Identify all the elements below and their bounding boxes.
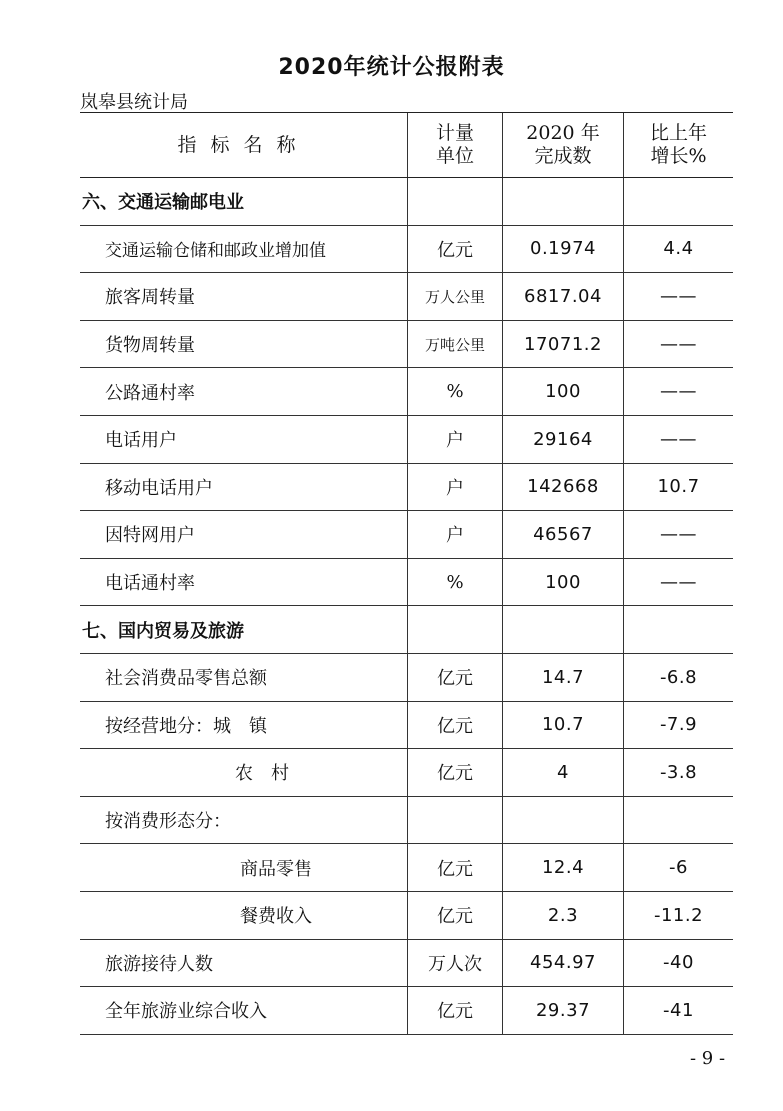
row-unit: 亿元 bbox=[408, 749, 503, 797]
table-row bbox=[80, 796, 733, 844]
row-unit: 万吨公里 bbox=[408, 320, 503, 368]
row-name: 全年旅游业综合收入 bbox=[80, 987, 408, 1035]
row-growth: —— bbox=[624, 415, 734, 463]
table-row bbox=[80, 701, 733, 749]
row-growth: -3.8 bbox=[624, 749, 734, 797]
row-value: 454.97 bbox=[503, 939, 624, 987]
header-unit bbox=[408, 113, 503, 178]
row-unit: 户 bbox=[408, 415, 503, 463]
table-row bbox=[80, 749, 733, 797]
row-name: 旅游接待人数 bbox=[80, 939, 408, 987]
header-value-line2: 完成数 bbox=[534, 145, 592, 167]
table-row bbox=[80, 653, 733, 701]
header-unit-line1: 计量 bbox=[435, 122, 474, 145]
row-growth bbox=[624, 796, 734, 844]
row-value: 142668 bbox=[503, 463, 624, 511]
table-row bbox=[80, 368, 733, 416]
table-row bbox=[80, 320, 733, 368]
row-growth: 10.7 bbox=[624, 463, 734, 511]
header-value-line1: 2020 年 bbox=[526, 122, 600, 145]
row-name: 旅客周转量 bbox=[80, 273, 408, 321]
table-row bbox=[80, 844, 733, 892]
row-growth: -7.9 bbox=[624, 701, 734, 749]
header-growth-line1: 比上年 bbox=[649, 122, 707, 145]
header-growth bbox=[624, 113, 734, 178]
table-row-section-transport bbox=[80, 178, 733, 226]
row-value: 0.1974 bbox=[503, 225, 624, 273]
table-row-section-trade-tourism bbox=[80, 606, 733, 654]
row-name: 商品零售 bbox=[80, 844, 408, 892]
row-growth: —— bbox=[624, 558, 734, 606]
row-unit: 户 bbox=[408, 511, 503, 559]
row-unit: % bbox=[408, 368, 503, 416]
row-growth: —— bbox=[624, 511, 734, 559]
row-unit: 亿元 bbox=[408, 844, 503, 892]
row-name: 餐费收入 bbox=[80, 891, 408, 939]
header-value bbox=[503, 113, 624, 178]
row-name: 农村 bbox=[80, 749, 408, 797]
row-name: 电话通村率 bbox=[80, 558, 408, 606]
row-value: 100 bbox=[503, 368, 624, 416]
row-unit: 亿元 bbox=[408, 701, 503, 749]
page-title: 2020年统计公报附表 bbox=[278, 55, 505, 80]
row-value: 29164 bbox=[503, 415, 624, 463]
row-value: 6817.04 bbox=[503, 273, 624, 321]
row-unit: % bbox=[408, 558, 503, 606]
row-value bbox=[503, 606, 624, 654]
table-row bbox=[80, 987, 733, 1035]
row-unit: 亿元 bbox=[408, 987, 503, 1035]
table-row bbox=[80, 939, 733, 987]
table-row bbox=[80, 463, 733, 511]
row-value: 29.37 bbox=[503, 987, 624, 1035]
row-growth: —— bbox=[624, 273, 734, 321]
row-value bbox=[503, 178, 624, 226]
row-name: 社会消费品零售总额 bbox=[80, 653, 408, 701]
row-growth: -41 bbox=[624, 987, 734, 1035]
page-number: - 9 - bbox=[690, 1048, 726, 1069]
row-name: 货物周转量 bbox=[80, 320, 408, 368]
row-name: 电话用户 bbox=[80, 415, 408, 463]
row-growth bbox=[624, 606, 734, 654]
row-value: 2.3 bbox=[503, 891, 624, 939]
row-name: 六、交通运输邮电业 bbox=[80, 178, 408, 226]
row-unit: 户 bbox=[408, 463, 503, 511]
table-row bbox=[80, 891, 733, 939]
header-indicator-name: 指标名称 bbox=[80, 113, 408, 178]
row-name: 移动电话用户 bbox=[80, 463, 408, 511]
row-unit bbox=[408, 796, 503, 844]
row-value bbox=[503, 796, 624, 844]
row-growth bbox=[624, 178, 734, 226]
row-unit: 亿元 bbox=[408, 891, 503, 939]
row-name: 公路通村率 bbox=[80, 368, 408, 416]
row-value: 10.7 bbox=[503, 701, 624, 749]
row-unit: 亿元 bbox=[408, 225, 503, 273]
header-growth-line2: 增长% bbox=[650, 145, 707, 167]
row-unit: 亿元 bbox=[408, 653, 503, 701]
row-name: 按经营地分：城 镇 bbox=[80, 701, 408, 749]
row-name: 七、国内贸易及旅游 bbox=[80, 606, 408, 654]
row-growth: -6.8 bbox=[624, 653, 734, 701]
row-value: 14.7 bbox=[503, 653, 624, 701]
row-name: 因特网用户 bbox=[80, 511, 408, 559]
table-row bbox=[80, 511, 733, 559]
row-unit bbox=[408, 606, 503, 654]
statistics-table bbox=[80, 112, 733, 1035]
row-name: 按消费形态分： bbox=[80, 796, 408, 844]
row-growth: -11.2 bbox=[624, 891, 734, 939]
row-unit: 万人次 bbox=[408, 939, 503, 987]
row-unit: 万人公里 bbox=[408, 273, 503, 321]
row-value: 100 bbox=[503, 558, 624, 606]
row-growth: —— bbox=[624, 320, 734, 368]
row-value: 4 bbox=[503, 749, 624, 797]
header-unit-line2: 单位 bbox=[435, 145, 474, 167]
table-row bbox=[80, 415, 733, 463]
table-row bbox=[80, 273, 733, 321]
row-growth: —— bbox=[624, 368, 734, 416]
row-unit bbox=[408, 178, 503, 226]
row-value: 46567 bbox=[503, 511, 624, 559]
row-value: 12.4 bbox=[503, 844, 624, 892]
row-growth: -40 bbox=[624, 939, 734, 987]
row-value: 17071.2 bbox=[503, 320, 624, 368]
table-header-row bbox=[80, 113, 733, 178]
table-row bbox=[80, 558, 733, 606]
agency-name: 岚皋县统计局 bbox=[80, 92, 188, 113]
row-growth: 4.4 bbox=[624, 225, 734, 273]
table-row bbox=[80, 225, 733, 273]
row-name: 交通运输仓储和邮政业增加值 bbox=[80, 225, 408, 273]
row-growth: -6 bbox=[624, 844, 734, 892]
